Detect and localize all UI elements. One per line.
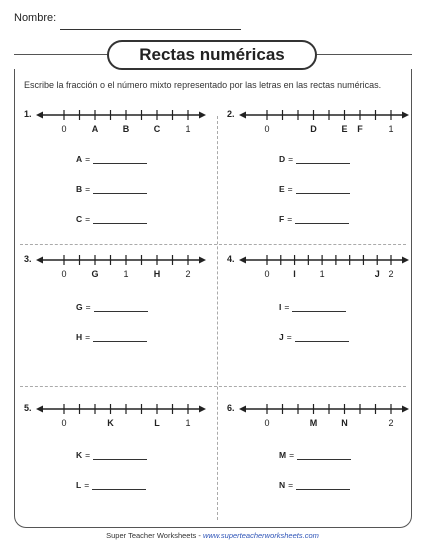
answer-letter: I bbox=[279, 302, 282, 312]
tick-value-label: 1 bbox=[185, 124, 191, 134]
arrow-right-icon bbox=[199, 112, 206, 119]
tick-value-label: 0 bbox=[264, 418, 270, 428]
answer-blank[interactable] bbox=[295, 214, 349, 224]
equals-sign: = bbox=[287, 214, 293, 224]
tick-value-label: 2 bbox=[185, 269, 191, 279]
answer-blank[interactable] bbox=[93, 154, 147, 164]
point-letter-label: G bbox=[91, 269, 99, 279]
tick-value-label: 0 bbox=[264, 124, 270, 134]
answer-row bbox=[279, 184, 350, 194]
point-letter-label: N bbox=[341, 418, 348, 428]
equals-sign: = bbox=[287, 184, 293, 194]
arrow-right-icon bbox=[199, 257, 206, 264]
point-letter-label: H bbox=[153, 269, 161, 279]
problem-number: 5. bbox=[24, 403, 32, 413]
tick-value-label: 2 bbox=[388, 418, 394, 428]
point-letter-label: M bbox=[309, 418, 318, 428]
answer-row bbox=[76, 302, 148, 312]
number-line bbox=[239, 253, 409, 283]
footer bbox=[0, 531, 425, 540]
answer-row bbox=[76, 450, 147, 460]
answer-blank[interactable] bbox=[292, 302, 346, 312]
problem-number: 3. bbox=[24, 254, 32, 264]
answer-row bbox=[76, 214, 147, 224]
worksheet-title: Rectas numéricas bbox=[107, 40, 317, 70]
column-divider bbox=[217, 116, 218, 520]
arrow-left-icon bbox=[239, 112, 246, 119]
answer-letter: E bbox=[279, 184, 285, 194]
point-letter-label: D bbox=[310, 124, 317, 134]
answer-letter: G bbox=[76, 302, 83, 312]
equals-sign: = bbox=[85, 214, 91, 224]
answer-letter: B bbox=[76, 184, 83, 194]
arrow-left-icon bbox=[36, 406, 43, 413]
name-field-line[interactable] bbox=[60, 29, 241, 30]
equals-sign: = bbox=[289, 450, 295, 460]
tick-value-label: 0 bbox=[61, 124, 67, 134]
answer-row bbox=[279, 154, 350, 164]
number-line bbox=[239, 108, 409, 138]
answer-letter: D bbox=[279, 154, 286, 164]
point-letter-label: L bbox=[154, 418, 160, 428]
footer-url[interactable]: www.superteacherworksheets.com bbox=[202, 531, 319, 540]
point-letter-label: E bbox=[341, 124, 348, 134]
footer-brand: Super Teacher Worksheets - bbox=[106, 531, 203, 540]
answer-blank[interactable] bbox=[93, 332, 147, 342]
equals-sign: = bbox=[85, 450, 91, 460]
answer-row bbox=[279, 450, 351, 460]
answer-blank[interactable] bbox=[296, 184, 350, 194]
arrow-left-icon bbox=[239, 406, 246, 413]
answer-blank[interactable] bbox=[296, 154, 350, 164]
answer-blank[interactable] bbox=[93, 184, 147, 194]
point-letter-label: K bbox=[107, 418, 114, 428]
point-letter-label: B bbox=[122, 124, 130, 134]
equals-sign: = bbox=[85, 302, 91, 312]
arrow-right-icon bbox=[199, 406, 206, 413]
row-divider-1 bbox=[20, 244, 406, 245]
problem-number: 6. bbox=[227, 403, 235, 413]
point-letter-label: F bbox=[357, 124, 363, 134]
point-letter-label: A bbox=[91, 124, 99, 134]
equals-sign: = bbox=[286, 332, 292, 342]
equals-sign: = bbox=[284, 302, 290, 312]
number-line bbox=[36, 108, 206, 138]
answer-blank[interactable] bbox=[297, 450, 351, 460]
answer-letter: N bbox=[279, 480, 286, 490]
answer-row bbox=[76, 184, 147, 194]
problem-number: 1. bbox=[24, 109, 32, 119]
answer-blank[interactable] bbox=[93, 214, 147, 224]
answer-blank[interactable] bbox=[92, 480, 146, 490]
tick-value-label: 0 bbox=[264, 269, 270, 279]
equals-sign: = bbox=[85, 184, 91, 194]
problem-number: 2. bbox=[227, 109, 235, 119]
answer-row bbox=[76, 332, 147, 342]
answer-blank[interactable] bbox=[295, 332, 349, 342]
point-letter-label: C bbox=[153, 124, 161, 134]
answer-letter: K bbox=[76, 450, 83, 460]
name-label: Nombre: bbox=[14, 12, 57, 24]
title-rule-left bbox=[14, 54, 108, 55]
point-letter-label: I bbox=[293, 269, 296, 279]
answer-row bbox=[279, 480, 350, 490]
problem-number: 4. bbox=[227, 254, 235, 264]
tick-value-label: 0 bbox=[61, 418, 67, 428]
answer-blank[interactable] bbox=[296, 480, 350, 490]
answer-blank[interactable] bbox=[93, 450, 147, 460]
instructions: Escribe la fracción o el número mixto representado por las letras en las rectas numéricas. bbox=[24, 80, 382, 90]
number-line bbox=[239, 402, 409, 432]
answer-letter: F bbox=[279, 214, 285, 224]
answer-letter: J bbox=[279, 332, 284, 342]
tick-value-label: 1 bbox=[319, 269, 325, 279]
equals-sign: = bbox=[85, 332, 91, 342]
answer-blank[interactable] bbox=[94, 302, 148, 312]
title-rule-right bbox=[316, 54, 412, 55]
tick-value-label: 1 bbox=[388, 124, 394, 134]
equals-sign: = bbox=[84, 480, 90, 490]
answer-letter: L bbox=[76, 480, 82, 490]
arrow-right-icon bbox=[402, 257, 409, 264]
tick-value-label: 2 bbox=[388, 269, 394, 279]
tick-value-label: 1 bbox=[185, 418, 191, 428]
answer-letter: M bbox=[279, 450, 287, 460]
number-line bbox=[36, 253, 206, 283]
equals-sign: = bbox=[288, 480, 294, 490]
answer-row bbox=[279, 332, 349, 342]
point-letter-label: J bbox=[374, 269, 380, 279]
arrow-left-icon bbox=[36, 257, 43, 264]
arrow-left-icon bbox=[36, 112, 43, 119]
answer-letter: A bbox=[76, 154, 83, 164]
answer-row bbox=[279, 302, 346, 312]
answer-letter: H bbox=[76, 332, 83, 342]
equals-sign: = bbox=[85, 154, 91, 164]
tick-value-label: 1 bbox=[123, 269, 129, 279]
arrow-right-icon bbox=[402, 406, 409, 413]
arrow-left-icon bbox=[239, 257, 246, 264]
arrow-right-icon bbox=[402, 112, 409, 119]
answer-row bbox=[76, 480, 146, 490]
equals-sign: = bbox=[288, 154, 294, 164]
tick-value-label: 0 bbox=[61, 269, 67, 279]
row-divider-2 bbox=[20, 386, 406, 387]
answer-row bbox=[279, 214, 349, 224]
number-line bbox=[36, 402, 206, 432]
answer-letter: C bbox=[76, 214, 83, 224]
answer-row bbox=[76, 154, 147, 164]
